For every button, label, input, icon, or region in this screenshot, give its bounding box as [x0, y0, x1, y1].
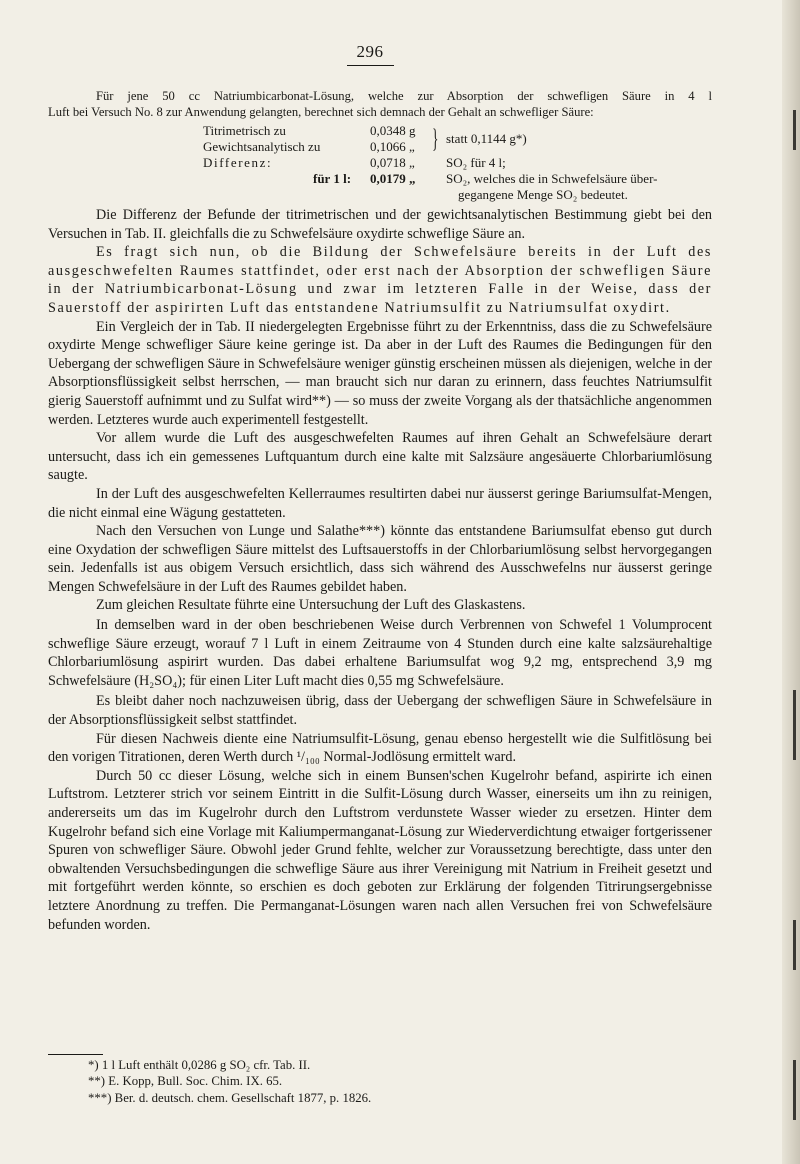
- paragraph-4: Vor allem wurde die Luft des ausgeschwefelten Raumes auf ihren Gehalt an Schwefelsäure derart untersucht, dass ich ein gemessenes Luftquantum durch eine kalte mit Salzsäure angesäuerte Chlorbariumlösung saugte.: [48, 430, 712, 484]
- calc-note-per-liter-1: SO₂, welches die in Schwefelsäure über-: [446, 171, 658, 186]
- footnote-2: **) E. Kopp, Bull. Soc. Chim. IX. 65.: [88, 1074, 283, 1089]
- paragraph-2: Es fragt sich nun, ob die Bildung der Schwefelsäure bereits in der Luft des ausgeschwefelten Raumes stattfindet, oder erst nach der Absorption der schwefligen Säure in der Natriumbicarbonat-Lösung und zwar im letzteren Falle in der Weise, dass der Sauerstoff der aspirirten Luft das entstandene Natriumsulfit zu Natriumsulfat oxydirt.: [48, 244, 712, 316]
- footnote-rule: [48, 1054, 103, 1055]
- page-edge: [782, 0, 800, 1164]
- footnote-1: *) 1 l Luft enthält 0,0286 g SO₂ cfr. Tab. II.: [88, 1058, 311, 1072]
- edge-mark: [793, 920, 796, 970]
- calc-note-difference: SO₂ für 4 l;: [446, 155, 506, 170]
- intro-line-1: Für jene 50 cc Natriumbicarbonat-Lösung, welche zur Absorption der schwefligen Säure in 4 l: [96, 89, 712, 103]
- intro-line-2: Luft bei Versuch No. 8 zur Anwendung gelangten, berechnet sich demnach der Gehalt an schwefliger Säure:: [48, 105, 594, 119]
- calc-value-titrimetric: 0,0348 g: [370, 123, 416, 138]
- calculation-block: [0, 123, 760, 203]
- paragraph-8: Es bleibt daher noch nachzuweisen übrig, dass der Uebergang der schwefligen Säure in Schwefelsäure in der Absorptionsflüssigkeit selbst stattfindet.: [48, 693, 712, 729]
- calc-label-per-liter: für 1 l:: [313, 171, 352, 186]
- paragraph-1: Die Differenz der Befunde der titrimetrischen und der gewichtsanalytischen Bestimmung giebt bei den Versuchen in Tab. II. gleichfalls die zu Schwefelsäure oxydirte schweflige Säure an.: [48, 207, 712, 242]
- paragraph-6: Nach den Versuchen von Lunge und Salathe***) könnte das entstandene Bariumsulfat ebenso gut durch eine Oxydation der schwefligen Säure mittelst des Luftsauerstoffs in der Chlorbariumlösung selbst hervorgegangen sein. Jedenfalls ist aus obigem Versuch ersichtlich, dass sich während des Ausschwefelns nur äusserst geringe Mengen Schwefelsäure in der Luft des Raumes gebildet haben.: [48, 523, 712, 595]
- calc-brace-note: statt 0,1144 g*): [446, 131, 527, 146]
- page-number: 296: [0, 42, 740, 66]
- edge-mark: [793, 1060, 796, 1120]
- paragraph-10: Durch 50 cc dieser Lösung, welche sich in einem Bunsen'schen Kugelrohr befand, aspirirte ich einen Luftstrom. Letzterer strich vor seinem Eintritt in die Sulfit-Lösung durch Wasser, einerseits um ihn zu reinigen, andererseits um das im Kugelrohr durch den Luftstrom verdunstete Wasser wieder zu ersetzen. Hinter dem Kugelrohr befand sich eine Vorlage mit Kaliumpermanganat-Lösung zur Wiederverdichtung etwaiger fortgerissener Spuren von schwefliger Säure. Obwohl jeder Grund fehlte, welcher zur Voraussetzung berechtigte, dass unter den obwaltenden Versuchsbedingungen die schweflige Säure aus ihrer Vereinigung mit Natrium in Freiheit gesetzt und mit fortgeführt werden könnte, so erschien es doch geboten zur Erklärung der folgenden Titrirungsergebnisse letztere Anordnung zu treffen. Die Permanganat-Lösungen waren nach allen Versuchen frei von Schwefelsäure befunden worden.: [48, 767, 712, 933]
- calc-value-gravimetric: 0,1066 „: [370, 139, 415, 154]
- paragraph-7: Zum gleichen Resultate führte eine Untersuchung der Luft des Glaskastens.: [96, 597, 526, 614]
- calc-label-difference: Differenz:: [203, 155, 273, 170]
- paragraph-7-small: In demselben ward in der oben beschriebenen Weise durch Verbrennen von Schwefel 1 Volumprocent schweflige Säure erzeugt, worauf 7 l Luft in einem Zeitraume von 4 Stunden durch eine kalte salzsäurehaltige Chlorbariumlösung aspirirt wurden. Das dabei erhaltene Bariumsulfat wog 9,2 mg, entsprechend 3,9 mg Schwefelsäure (H₂SO₄); für einen Liter Luft macht dies 0,55 mg Schwefelsäure.: [48, 617, 712, 689]
- calc-value-per-liter: 0,0179 „: [370, 171, 416, 186]
- calc-label-titrimetric: Titrimetrisch zu: [203, 123, 286, 138]
- main-text: [48, 206, 712, 934]
- footnotes: [48, 1057, 712, 1106]
- paragraph-3: Ein Vergleich der in Tab. II niedergelegten Ergebnisse führt zu der Erkenntniss, dass die zu Schwefelsäure oxydirte Menge schwefliger Säure keine geringe ist. Da aber in der Luft des Raumes die Bedingungen für den Uebergang der schwefligen Säure in Schwefelsäure weniger günstig erscheinen müssen als diejenigen, welche in der Absorptionsflüssigkeit selbst herrschen, — man braucht sich nur daran zu erinnern, dass feuchtes Natriumsulfit gierig Sauerstoff aufnimmt und zu Sulfat wird**) — so muss der zweite Vorgang als der thatsächliche angenommen werden. Letzteres wurde auch experimentell festgestellt.: [48, 318, 712, 428]
- intro-text: [48, 88, 712, 120]
- paragraph-9: Für diesen Nachweis diente eine Natriumsulfit-Lösung, genau ebenso hergestellt wie die Sulfitlösung bei den vorigen Titrationen, deren Werth durch ¹/₁₀₀ Normal-Jodlösung ermittelt ward.: [48, 730, 712, 766]
- calc-value-difference: 0,0718 „: [370, 155, 415, 170]
- edge-mark: [793, 690, 796, 760]
- edge-mark: [793, 110, 796, 150]
- calc-note-per-liter-2: gegangene Menge SO₂ bedeutet.: [458, 187, 628, 202]
- brace-mark: }: [432, 124, 439, 153]
- footnote-3: ***) Ber. d. deutsch. chem. Gesellschaft 1877, p. 1826.: [88, 1090, 372, 1105]
- calc-label-gravimetric: Gewichtsanalytisch zu: [203, 139, 321, 154]
- paragraph-5: In der Luft des ausgeschwefelten Kellerraumes resultirten dabei nur äusserst geringe Bariumsulfat-Mengen, die nicht einmal eine Wägung gestatteten.: [48, 485, 712, 521]
